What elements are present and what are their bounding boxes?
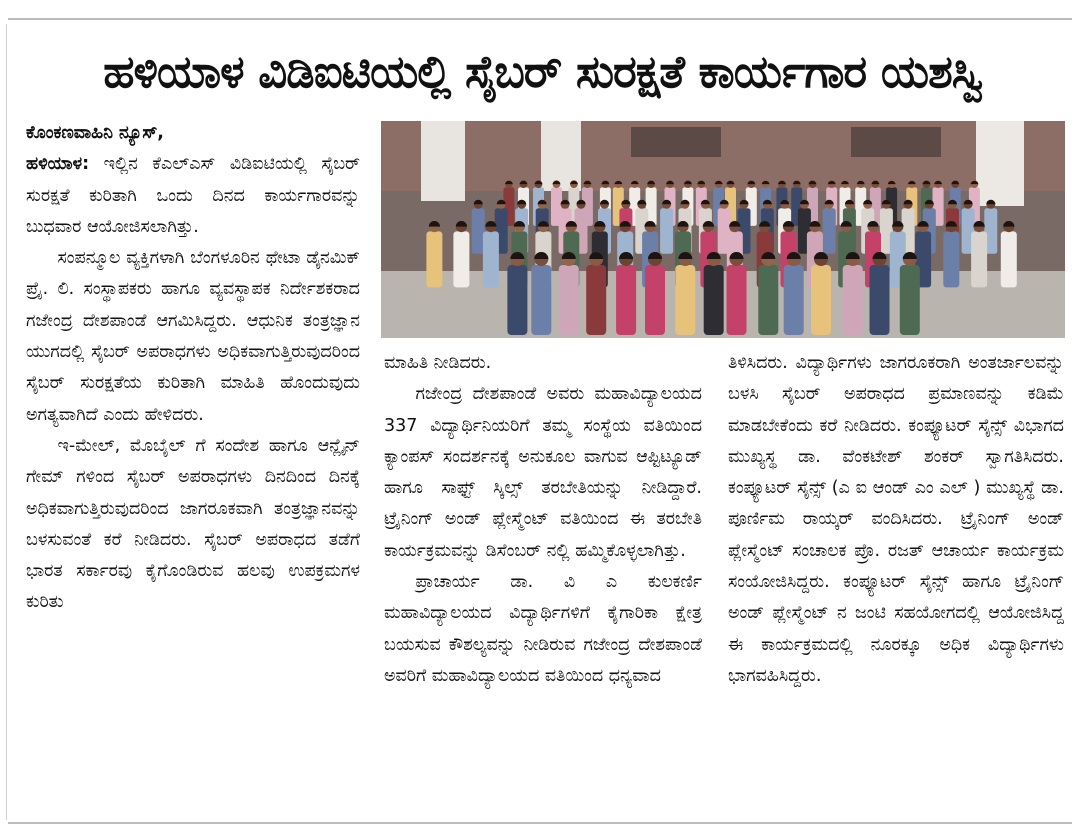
left-rule — [6, 24, 7, 820]
byline: ಕೊಂಕಣವಾಹಿನಿ ನ್ಯೂಸ್, — [26, 123, 164, 143]
bottom-rule — [8, 822, 1072, 824]
paragraph-6: ತಿಳಿಸಿದರು. ವಿದ್ಯಾರ್ಥಿಗಳು ಜಾಗರೂಕರಾಗಿ ಅಂತರ್ಜಾಲವನ್ನು ಬಳಸಿ ಸೈಬರ್ ಅಪರಾಧದ ಪ್ರಮಾಣವನ್ನು ಕಡಿಮೆ ಮಾಡಬೇಕೆಂದು ಕರೆ ನೀಡಿದರು. ಕಂಪ್ಯೂಟರ್ ಸೈನ್ಸ್ ವಿಭಾಗದ ಮುಖ್ಯಸ್ಥ ಡಾ. ವೆಂಕಟೇಶ್ ಶಂಕರ್ ಸ್ವಾಗತಿಸಿದರು. ಕಂಪ್ಯೂಟರ್ ಸೈನ್ಸ್ (ಎ ಐ ಆಂಡ್ ಎಂ ಎಲ್ ) ಮುಖ್ಯಸ್ಥೆ ಡಾ. ಪೂರ್ಣಿಮ ರಾಯ್ಕರ್ ವಂದಿಸಿದರು. ಟ್ರೈನಿಂಗ್ ಅಂಡ್ ಪ್ಲೇಸ್ಮೆಂಟ್ ಸಂಚಾಲಕ ಪ್ರೊ. ರಜತ್ ಆಚಾರ್ಯ ಕಾರ್ಯಕ್ರಮ ಸಂಯೋಜಿಸಿದ್ದರು. ಕಂಪ್ಯೂಟರ್ ಸೈನ್ಸ್ ಹಾಗೂ ಟ್ರೈನಿಂಗ್ ಅಂಡ್ ಪ್ಲೇಸ್ಮೆಂಟ್ ನ ಜಂಟಿ ಸಹಯೋಗದಲ್ಲಿ ಆಯೋಜಿಸಿದ್ದ ಈ ಕಾರ್ಯಕ್ರಮದಲ್ಲಿ ನೂರಕ್ಕೂ ಅಧಿಕ ವಿದ್ಯಾರ್ಥಿಗಳು ಭಾಗವಹಿಸಿದ್ದರು. — [728, 353, 1064, 686]
paragraph-3: ಇ-ಮೇಲ್, ಮೊಬೈಲ್ ಗೆ ಸಂದೇಶ ಹಾಗೂ ಆನ್ಲೈನ್ ಗೇಮ್ ಗಳಿಂದ ಸೈಬರ್ ಅಪರಾಧಗಳು ದಿನದಿಂದ ದಿನಕ್ಕೆ ಅಧಿಕವಾಗುತ್ತಿರುವುದರಿಂದ ಜಾಗರೂಕವಾಗಿ ತಂತ್ರಜ್ಞಾನವನ್ನು ಬಳಸುವಂತೆ ಕರೆ ನೀಡಿದರು. ಸೈಬರ್ ಅಪರಾಧದ ತಡೆಗೆ ಭಾರತ ಸರ್ಕಾರವು ಕೈಗೊಂಡಿರುವ ಹಲವು ಉಪಕ್ರಮಗಳ ಕುರಿತು — [26, 435, 360, 613]
article-column-3 — [728, 348, 1064, 692]
paragraph-2: ಸಂಪನ್ಮೂಲ ವ್ಯಕ್ತಿಗಳಾಗಿ ಬೆಂಗಳೂರಿನ ಥೇಟಾ ಡೈನಮಿಕ್ ಪ್ರೈ. ಲಿ. ಸಂಸ್ಥಾಪಕರು ಹಾಗೂ ವ್ಯವಸ್ಥಾಪಕ ನಿರ್ದೇಶಕರಾದ ಗಜೇಂದ್ರ ದೇಶಪಾಂಡೆ ಆಗಮಿಸಿದ್ದರು. ಆಧುನಿಕ ತಂತ್ರಜ್ಞಾನ ಯುಗದಲ್ಲಿ ಸೈಬರ್ ಅಪರಾಧಗಳು ಅಧಿಕವಾಗುತ್ತಿರುವುದರಿಂದ ಸೈಬರ್ ಸುರಕ್ಷತೆಯ ಕುರಿತಾಗಿ ಮಾಹಿತಿ ಹೊಂದುವುದು ಅಗತ್ಯವಾಗಿದೆ ಎಂದು ಹೇಳಿದರು. — [26, 248, 360, 425]
dateline: ಹಳಿಯಾಳ: — [26, 154, 90, 175]
headline: ಹಳಿಯಾಳ ವಿಡಿಐಟಿಯಲ್ಲಿ ಸೈಬರ್ ಸುರಕ್ಷತೆ ಕಾರ್ಯಗಾರ ಯಶಸ್ವಿ — [103, 45, 983, 98]
paragraph-4: ಗಜೇಂದ್ರ ದೇಶಪಾಂಡೆ ಅವರು ಮಹಾವಿದ್ಯಾಲಯದ 337 ವಿದ್ಯಾರ್ಥಿನಿಯರಿಗೆ ತಮ್ಮ ಸಂಸ್ಥೆಯ ವತಿಯಿಂದ ಕ್ಯಾಂಪಸ್ ಸಂದರ್ಶನಕ್ಕೆ ಅನುಕೂಲ ವಾಗುವ ಆಪ್ಟಿಟ್ಯೂಡ್ ಹಾಗೂ ಸಾಫ್ಟ್ ಸ್ಕಿಲ್ಸ್ ತರಬೇತಿಯನ್ನು ನೀಡಿದ್ದಾರೆ. ಟ್ರೈನಿಂಗ್ ಅಂಡ್ ಪ್ಲೇಸ್ಮೆಂಟ್ ವತಿಯಿಂದ ಈ ತರಬೇತಿ ಕಾರ್ಯಕ್ರಮವನ್ನು ಡಿಸೆಂಬರ್ ನಲ್ಲಿ ಹಮ್ಮಿಕೊಳ್ಳಲಾಗಿತ್ತು. — [384, 384, 702, 561]
group-photo — [381, 121, 1065, 338]
paragraph-1-text: ಇಲ್ಲಿನ ಕೆಎಲ್ಎಸ್ ವಿಡಿಐಟಿಯಲ್ಲಿ ಸೈಬರ್ ಸುರಕ್ಷತೆ ಕುರಿತಾಗಿ ಒಂದು ದಿನದ ಕಾರ್ಯಗಾರವನ್ನು ಬುಧವಾರ ಆಯೋಜಿಸಲಾಗಿತ್ತು. — [26, 154, 360, 237]
article-column-1 — [26, 118, 360, 619]
lead-paragraph — [26, 149, 360, 243]
column-2-continuation: ಮಾಹಿತಿ ನೀಡಿದರು. — [384, 353, 492, 373]
article-column-2 — [384, 348, 702, 692]
paragraph-5: ಪ್ರಾಚಾರ್ಯ ಡಾ. ವಿ ಎ ಕುಲಕರ್ಣಿ ಮಹಾವಿದ್ಯಾಲಯದ ವಿದ್ಯಾರ್ಥಿಗಳಿಗೆ ಕೈಗಾರಿಕಾ ಕ್ಷೇತ್ರ ಬಯಸುವ ಕೌಶಲ್ಯವನ್ನು ನೀಡಿರುವ ಗಜೇಂದ್ರ ದೇಶಪಾಂಡೆ ಅವರಿಗೆ ಮಹಾವಿದ್ಯಾಲಯದ ವತಿಯಿಂದ ಧನ್ಯವಾದ — [384, 572, 702, 686]
top-rule — [8, 18, 1072, 20]
